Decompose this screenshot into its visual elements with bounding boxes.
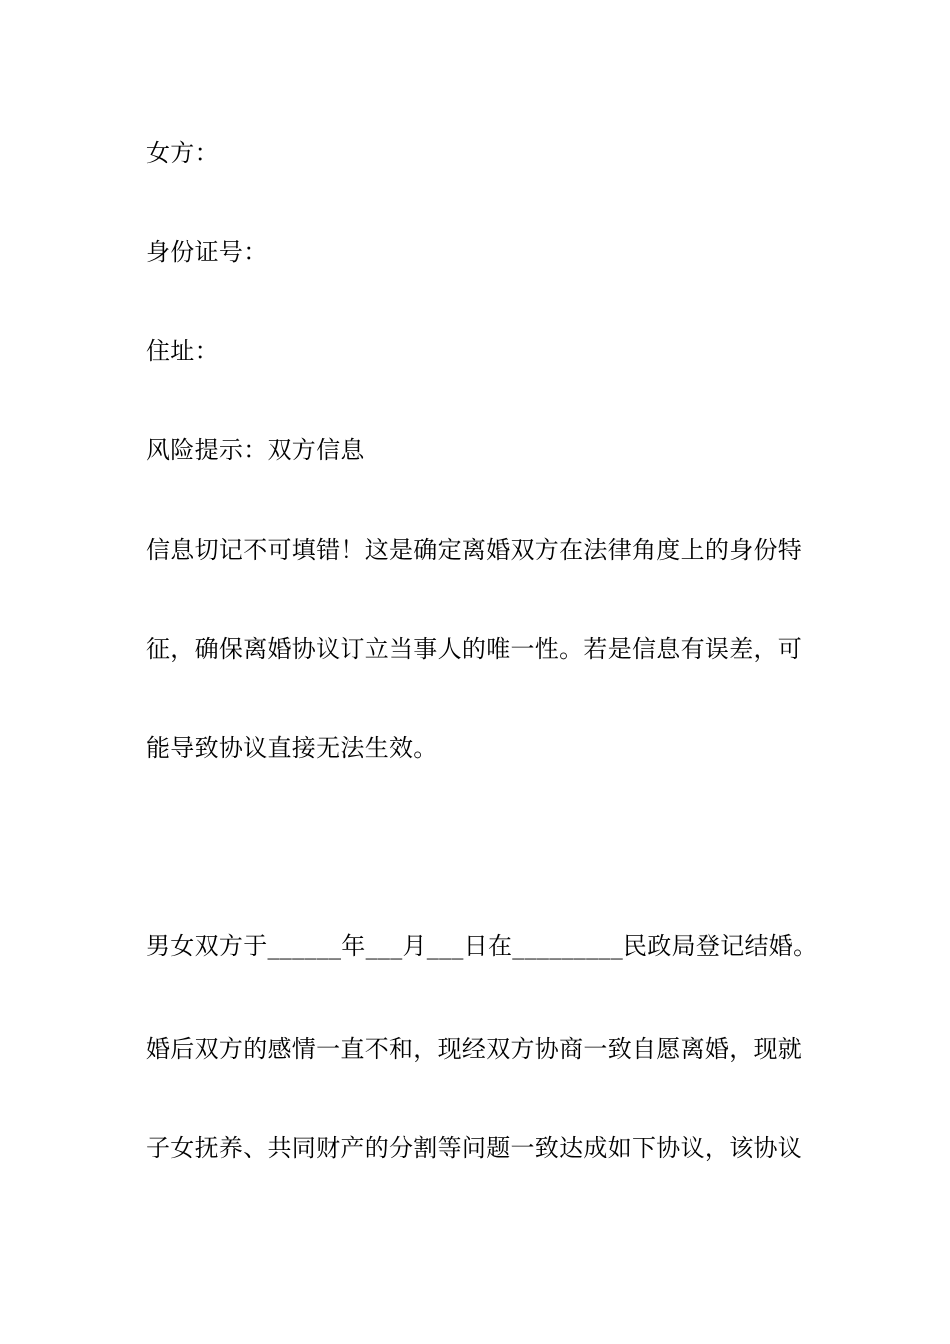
female-party-label: 女方： [146,139,219,167]
paragraph-line: 征，确保离婚协议订立当事人的唯一性。若是信息有误差，可 [146,635,803,663]
id-number-label: 身份证号： [146,238,268,266]
marriage-registration-line: 男女双方于______年___月___日在_________民政局登记结婚。 [146,932,818,960]
paragraph-line: 信息切记不可填错！这是确定离婚双方在法律角度上的身份特 [146,536,803,564]
paragraph-line: 婚后双方的感情一直不和，现经双方协商一致自愿离婚，现就 [146,1035,803,1063]
paragraph-line: 子女抚养、共同财产的分割等问题一致达成如下协议，该协议 [146,1134,803,1162]
address-label: 住址： [146,337,219,365]
paragraph-line: 能导致协议直接无法生效。 [146,734,438,762]
risk-notice-heading: 风险提示：双方信息 [146,436,365,464]
